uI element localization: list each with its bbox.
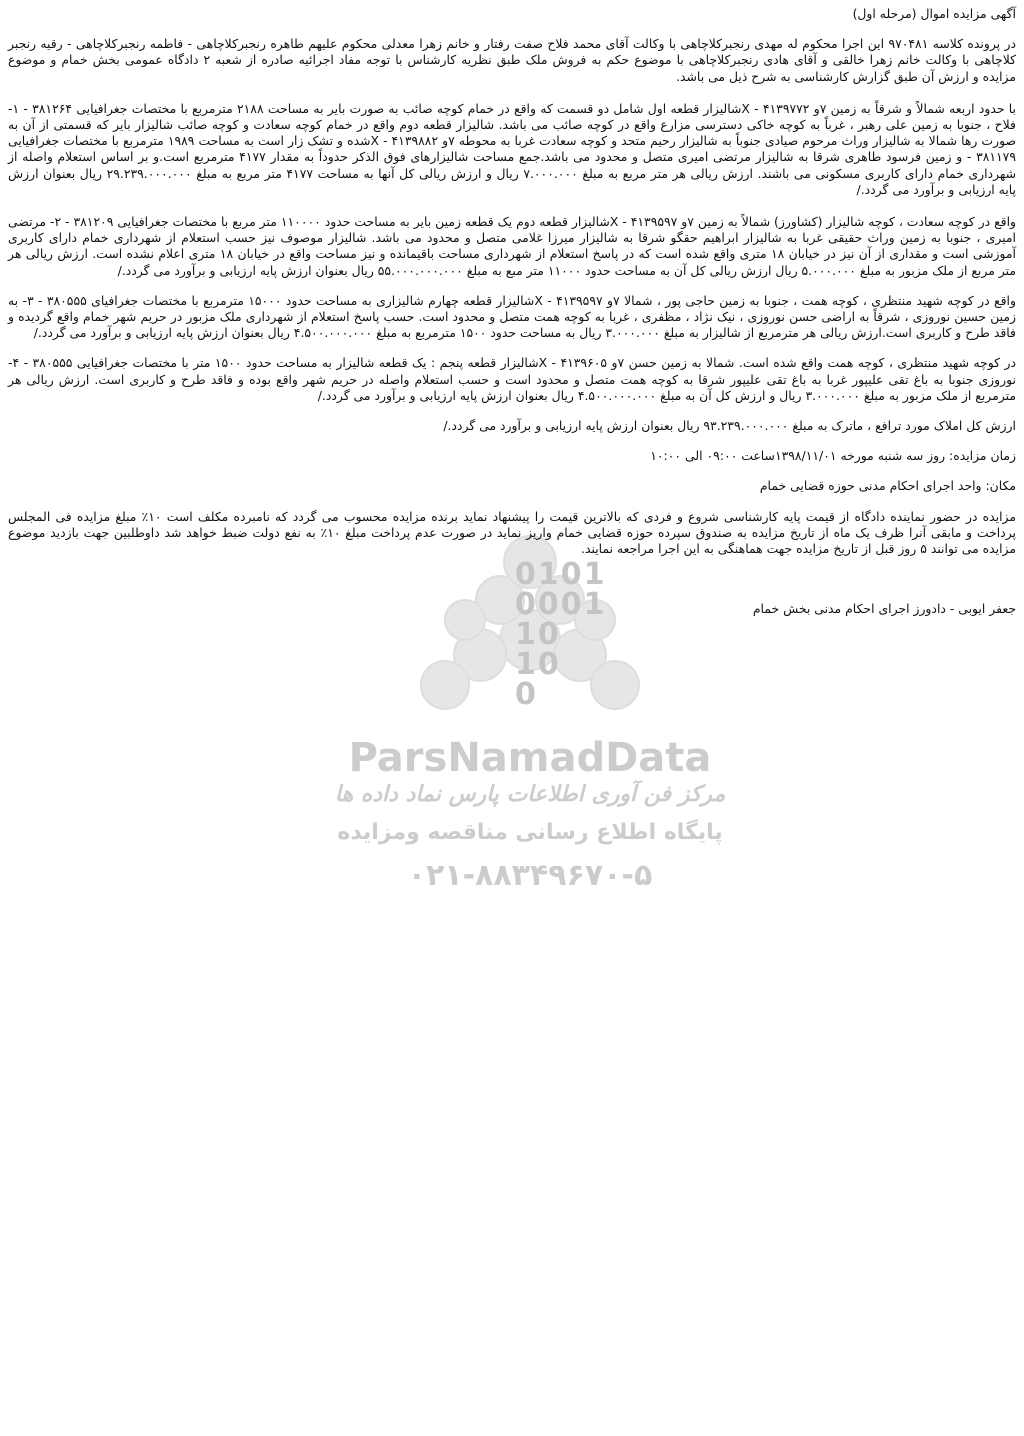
total-value: ارزش کل املاک مورد ترافع ، ماترک به مبلغ ۹۳.۲۳۹.۰۰۰.۰۰۰ ریال بعنوان ارزش پایه ارزیابی و برآورد می گردد./ xyxy=(443,418,1016,434)
auction-notice xyxy=(8,6,1016,617)
property-item-4: در کوچه شهید منتظری ، کوچه همت واقع شده است. شمالا به زمین حسن ۷و ۴۱۳۹۶۰۵ - Xشالیزار قطعه پنجم : یک قطعه شالیزار به مساحت حدود ۱۵۰۰ متر با مختصات جغرافیایی ۳۸۰۵۵۵ - ۴- نوروزی جنوبا به باغ تقی علیپور غربا به باغ تقی علیپور شرقا به کوچه همت متصل و محدود است و حسب استعلام واصله در حریم شهر واقع بوده و فاقد طرح و کاربری است. ارزش ریالی هر مترمربع از ملک مزبور به مبلغ ۳.۰۰۰.۰۰۰ ریال و ارزش کل آن به مبلغ ۴.۵۰۰.۰۰۰.۰۰۰ ریال بعنوان ارزش پایه ارزیابی و برآورد می گردد./ xyxy=(8,355,1016,403)
document-title: آگهی مزایده اموال (مرحله اول) xyxy=(852,6,1016,21)
watermark-digit-row: 0 xyxy=(515,677,538,712)
watermark-brand: ParsNamadData xyxy=(348,735,712,781)
property-item-2: واقع در کوچه سعادت ، کوچه شالیزار (کشاورز) شمالاً به زمین ۷و ۴۱۳۹۵۹۷ - Xشالیزار قطعه دوم یک قطعه زمین بایر به مساحت حدود ۱۱۰۰۰۰ متر مربع با مختصات جغرافیایی ۳۸۱۲۰۹ - ۲- مرتضی امیری ، جنوبا به زمین وراث حقیقی غربا به شالیزار ابراهیم حقگو شرقا به شالیزار میرزا غلامی متصل و محدود می باشد. شالیزار موصوف نیز حسب استعلام از شهرداری خمام دارای کاربری آموزشی است و مقداری از آن نیز در خیابان ۱۸ متری واقع شده است که در پاسخ استعلام از شهرداری مساحت باقیمانده و نیز مساحت واقع در خیابان ۱۸ متری اعلام نشده است. ارزش ریالی هر متر مربع از ملک مزبور به مبلغ ۵.۰۰۰.۰۰۰ ریال ارزش ریالی کل آن به مساحت حدود ۱۱۰۰۰ متر مبع به مبلغ ۵۵.۰۰۰.۰۰۰.۰۰۰ ریال بعنوان ارزش پایه ارزیابی و برآورد می گردد./ xyxy=(8,214,1017,278)
watermark-digit-row: 10 xyxy=(515,617,561,652)
auction-conditions: مزایده در حضور نماینده دادگاه از قیمت پایه کارشناسی شروع و فردی که بالاترین قیمت را پیشنهاد نماید برنده مزایده محسوب می گردد که نامبرده مکلف است ۱۰٪ مبلغ مزایده فی المجلس پرداخت و مابقی آنرا ظرف یک ماه از تاریخ مزایده به صندوق سپرده حوزه قضایی خمام واریز نماید در صورت عدم پرداخت مبلغ ۱۰٪ به نفع دولت ضبط خواهد شد داوطلبین جهت بازدید موضوع مزایده می توانند ۵ روز قبل از تاریخ مزایده جهت هماهنگی به این اجرا مراجعه نمایند. xyxy=(8,508,1017,557)
watermark-subtitle: پایگاه اطلاع رسانی مناقصه ومزایده xyxy=(337,820,723,845)
watermark-phone: ۰۲۱-۸۸۳۴۹۶۷۰-۵ xyxy=(407,858,653,893)
auction-place: مکان: واحد اجرای احکام مدنی حوزه قضایی خمام xyxy=(759,478,1016,494)
intro-paragraph: در پرونده کلاسه ۹۷۰۴۸۱ این اجرا محکوم له مهدی رنجبرکلاچاهی با وکالت آقای محمد فلاح صفت رفتار و خانم زهرا معدلی محکوم علیهم طاهره رنجبرکلاچاهی - فاطمه رنجبرکلاچاهی - رقیه رنجبر کلاچاهی با وکالت خانم زهرا خالقی و آقای هادی رنجبرکلاچاهی با موضوع حکم به فروش ملک طبق نظریه کارشناس با توجه مفاد اجرائیه صادره از شعبه ۲ دادگاه عمومی بخش خمام و موضوع مزایده و ارزش آن طبق گزارش کارشناسی به شرح ذیل می باشد. xyxy=(8,36,1016,84)
property-item-1: با حدود اربعه شمالاً و شرقاً به زمین ۷و ۴۱۳۹۷۷۲ - Xشالیزار قطعه اول شامل دو قسمت که واقع در خمام کوچه صائب به صورت بایر به مساحت ۲۱۸۸ مترمربع با مختصات جغرافیایی ۳۸۱۲۶۴ - ۱- فلاح ، جنوبا به زمین علی رهبر ، غرباً به کوچه خاکی دسترسی مزارع واقع در کوچه صائب می باشد. شالیزار قطعه دوم واقع در خمام کوچه سعادت و کوچه صائب شالیزار بایر که قسمتی از آن به صورت رها شمالا به شالیزار وراث مرحوم صیادی جنوباً به شالیزار رحیم متحد و کوچه سعادت غربا به محوطه ۷و ۴۱۳۹۸۸۲ - Xشده و تشک زار است به مساحت ۱۹۸۹ مترمربع با مختصات جغرافیایی ۳۸۱۱۷۹ - و زمین فرسود طاهری شرقا به شالیزار مرتضی امیری متصل و محدود می باشد.جمع مساحت شالیزارهای فوق الذکر حدوداً به مقدار ۴۱۷۷ مترمربع است.و بر اساس استعلام واصله از شهرداری خمام دارای کاربری مسکونی می باشند. ارزش ریالی هر متر مربع به مبلغ ۷.۰۰۰.۰۰۰ ریال و ارزش ریالی کل آنها به مساحت ۴۱۷۷ متر مربع به مبلغ ۲۹.۲۳۹.۰۰۰.۰۰۰ ریال بعنوان ارزش پایه ارزیابی و برآورد می گردد./ xyxy=(8,100,1017,197)
auction-time: زمان مزایده: روز سه شنبه مورخه ۱۳۹۸/۱۱/۰۱ساعت ۰۹:۰۰ الی ۱۰:۰۰ xyxy=(650,448,1016,464)
signature: جعفر ایوبی - دادورز اجرای احکام مدنی بخش خمام xyxy=(752,601,1016,617)
watermark-digit-row: 10 xyxy=(515,647,561,682)
watermark-tagline: مرکز فن آوری اطلاعات پارس نماد داده ها xyxy=(334,782,726,807)
property-item-3: واقع در کوچه شهید منتظری ، کوچه همت ، جنوبا به زمین حاجی پور ، شمالا ۷و ۴۱۳۹۵۹۷ - Xشالیزار قطعه چهارم شالیزاری به مساحت حدود ۱۵۰۰۰ مترمربع با مختصات جغرافیای ۳۸۰۵۵۵ - ۳- به زمین حسین نوروزی ، شرقاً به اراضی حسن نوروزی ، نیک نژاد ، مظفری ، غربا به کوچه همت متصل و محدود است. حسب پاسخ استعلام از شهرداری ملک مزبور در حریم شهر خمام واقع گردیده و فاقد طرح و کاربری است.ارزش ریالی هر مترمربع از شالیزار به مبلغ ۳.۰۰۰.۰۰۰ ریال به مساحت حدود ۱۵۰۰ مترمربع به مبلغ ۴.۵۰۰.۰۰۰.۰۰۰ ریال بعنوان ارزش پایه ارزیابی و برآورد می گردد./ xyxy=(8,292,1016,341)
watermark-digit-row: 0101 xyxy=(515,557,607,592)
watermark-digit-row: 0001 xyxy=(515,587,607,622)
